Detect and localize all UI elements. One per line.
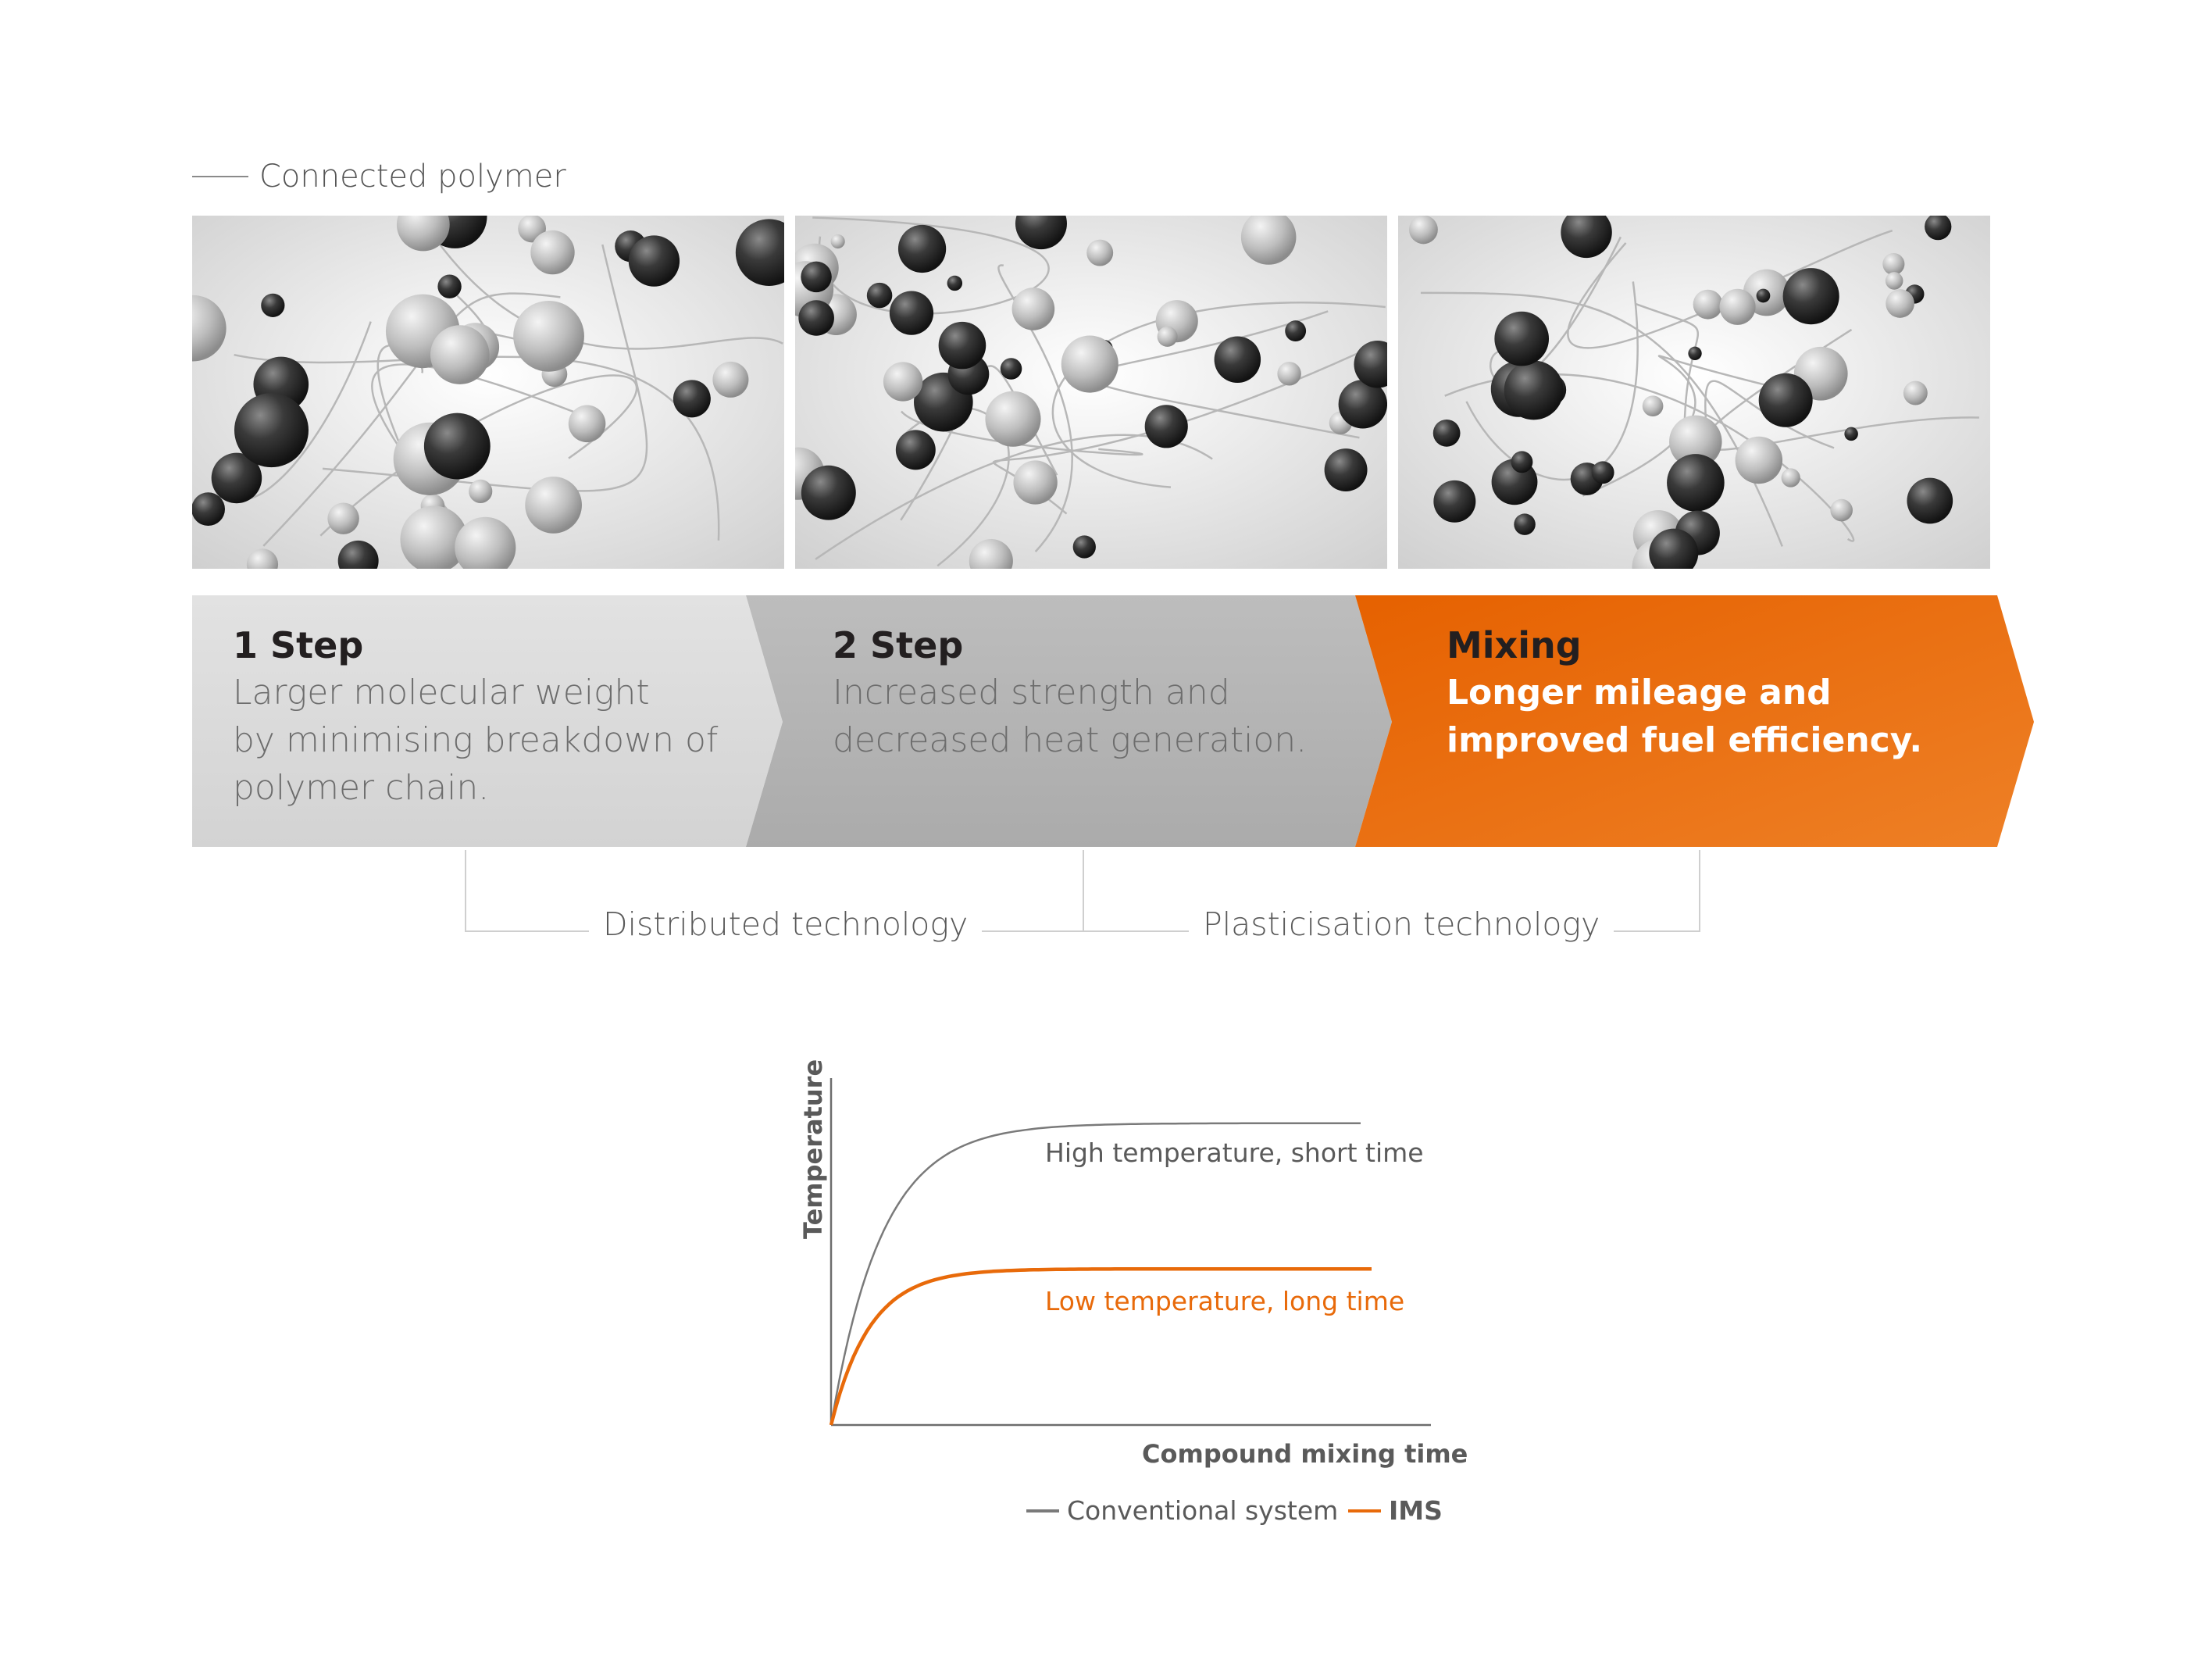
- step-2-title: 2 Step: [833, 624, 964, 666]
- legend-conventional-label: Conventional system: [1067, 1495, 1339, 1526]
- step-1-line-2: by minimising breakdown of: [233, 720, 719, 760]
- high-temperature-annotation: High temperature, short time: [1045, 1138, 1424, 1168]
- mixing-title: Mixing: [1447, 624, 1582, 666]
- ims-swatch-icon: [1348, 1509, 1381, 1512]
- step-2-line-1: Increased strength and: [833, 673, 1230, 712]
- x-axis-label: Compound mixing time: [1142, 1439, 1468, 1469]
- distributed-technology-label: Distributed technology: [589, 903, 982, 945]
- step-1-title: 1 Step: [233, 624, 364, 666]
- mixing-line-1: Longer mileage and: [1447, 673, 1832, 712]
- step-1-line-3: polymer chain.: [233, 768, 490, 808]
- step-2-line-2: decreased heat generation.: [833, 720, 1308, 760]
- conventional-swatch-icon: [1026, 1509, 1059, 1512]
- mixing-line-2: improved fuel efficiency.: [1447, 720, 1923, 760]
- legend-label: Connected polymer: [259, 159, 566, 195]
- y-axis-label: Temperature: [798, 1059, 828, 1239]
- legend-conventional: [1026, 1495, 1338, 1526]
- legend-ims: [1348, 1495, 1443, 1526]
- low-temperature-annotation: Low temperature, long time: [1045, 1286, 1405, 1316]
- legend-ims-label: IMS: [1389, 1495, 1443, 1526]
- step-1-line-1: Larger molecular weight: [233, 673, 650, 712]
- plasticisation-technology-label: Plasticisation technology: [1189, 903, 1614, 945]
